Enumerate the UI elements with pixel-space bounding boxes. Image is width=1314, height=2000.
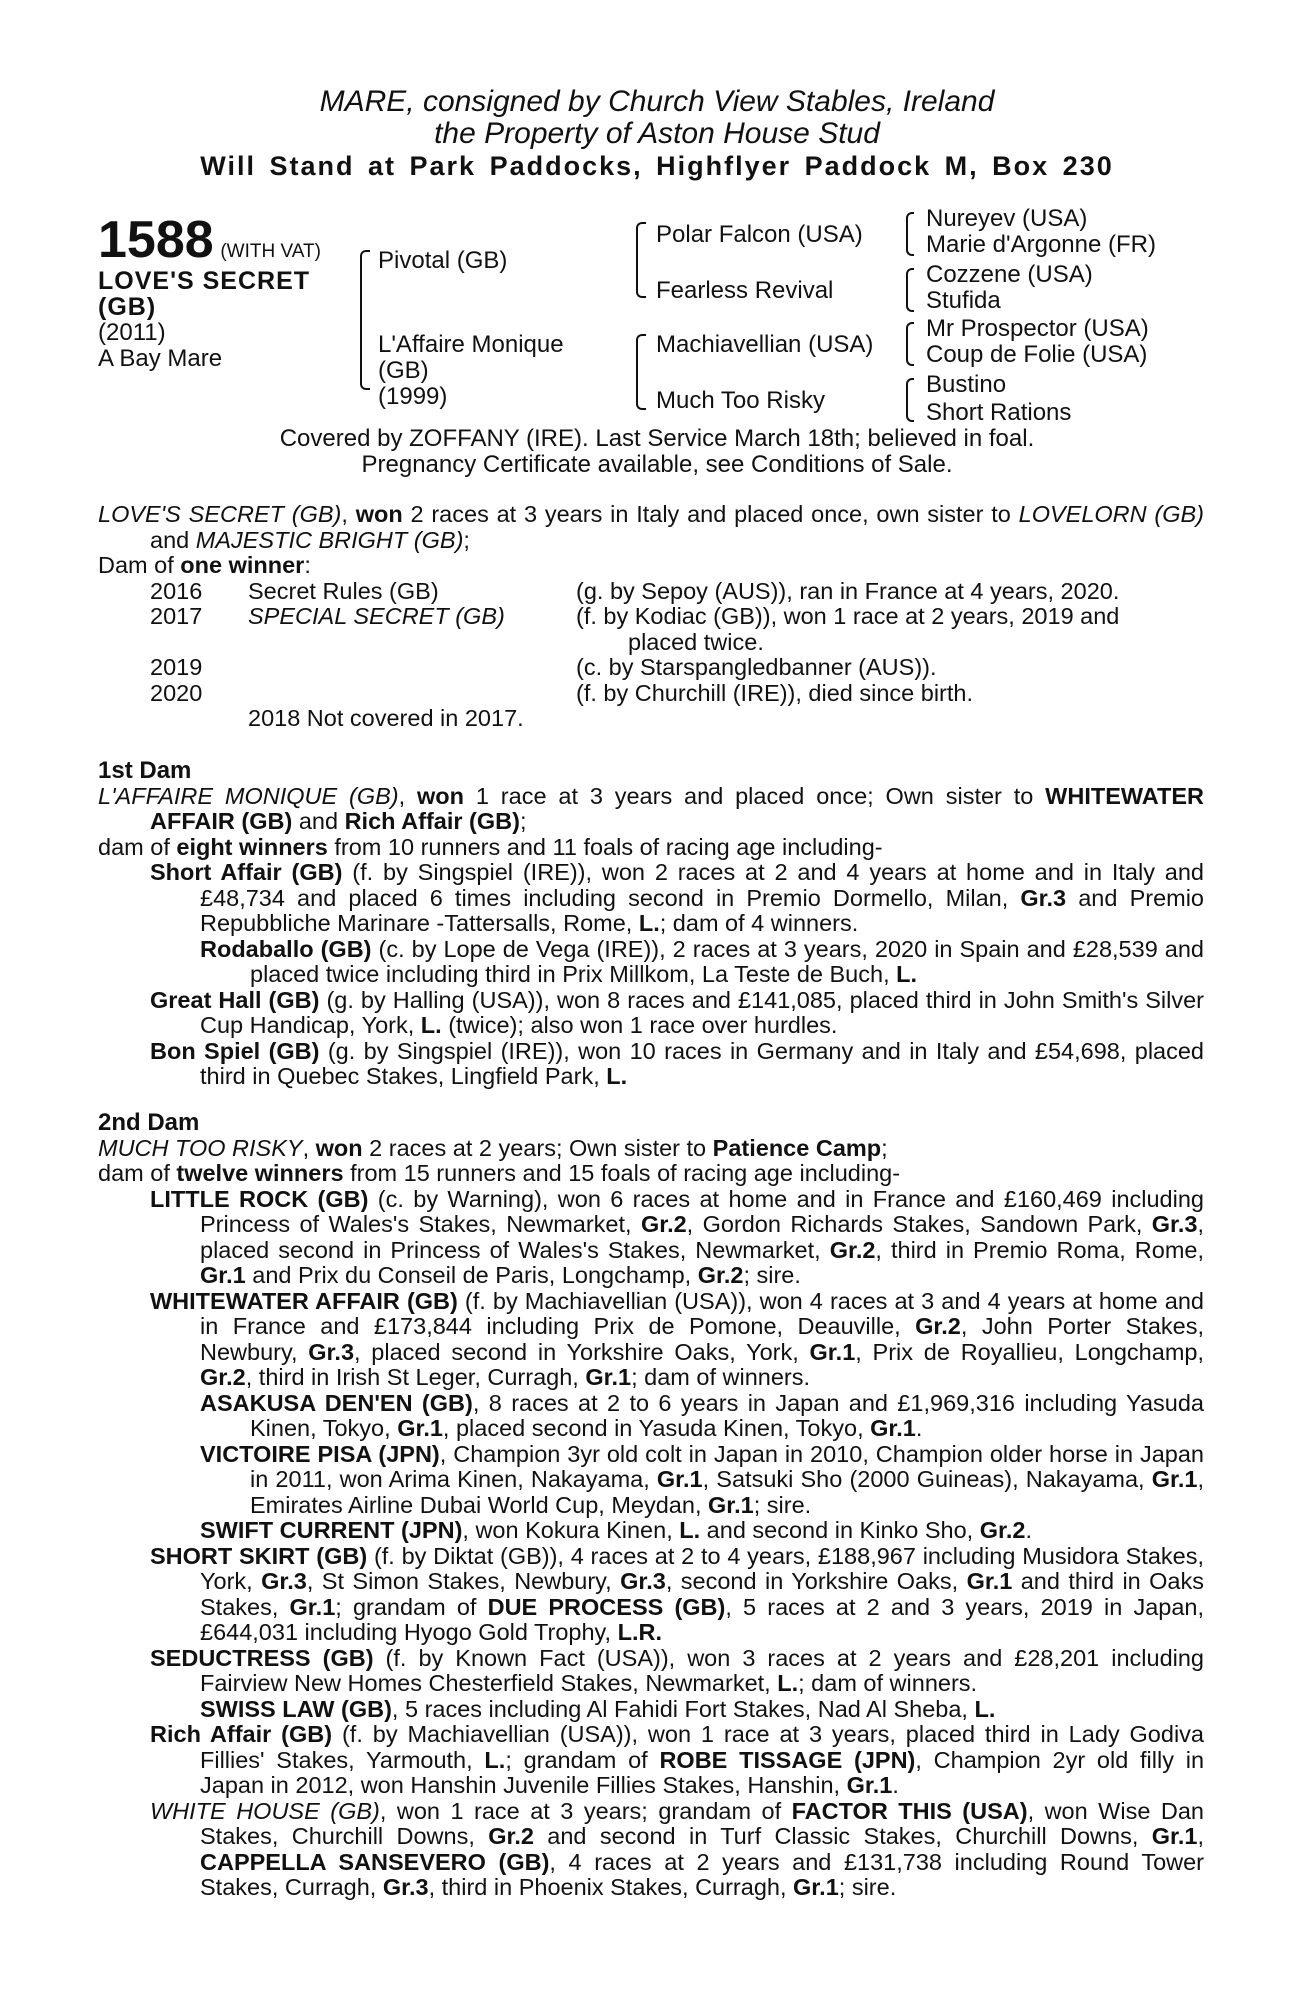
second-dam-foal: Rich Affair (GB) (f. by Machiavellian (USA)), won 1 race at 3 years, placed third in Lady Godiva Fillies' Stakes, Yarmouth, L.; grandam of ROBE TISSAGE (JPN), Champion 2yr old filly in Japan in 2012, won Hanshin Juvenile Fillies Stakes, Hanshin, Gr.1. <box>150 1721 1205 1798</box>
pedigree-dam-country: (GB) <box>378 357 429 384</box>
covering-note: Covered by ZOFFANY (IRE). Last Service March 18th; believed in foal. <box>279 425 1035 452</box>
pedigree-brace-g4 <box>906 378 914 422</box>
second-dam-foal: LITTLE ROCK (GB) (c. by Warning), won 6 races at home and in France and £160,469 including Princess of Wales's Stakes, Newmarket, Gr.2, Gordon Richards Stakes, Sandown Park, Gr.3, placed second in Princess of Wales's Stakes, Newmarket, Gr.2, third in Premio Roma, Rome, Gr.1 and Prix du Conseil de Paris, Longchamp, Gr.2; sire. <box>150 1185 1204 1288</box>
second-dam-foal: WHITEWATER AFFAIR (GB) (f. by Machiavellian (USA)), won 4 races at 3 and 4 years at home and in France and £173,844 including Prix de Pomone, Deauville, Gr.2, John Porter Stakes, Newbury, Gr.3, placed second in Yorkshire Oaks, York, Gr.1, Prix de Royallieu, Longchamp, Gr.2, third in Irish St Leger, Curragh, Gr.1; dam of winners. <box>150 1287 1204 1390</box>
first-dam-section <box>98 758 1204 1090</box>
second-dam-grandfoal: SWISS LAW (GB), 5 races including Al Fahidi Fort Stakes, Nad Al Sheba, L. <box>200 1695 996 1722</box>
vat-note: (WITH VAT) <box>220 241 321 262</box>
pedigree-brace-g3 <box>906 322 914 366</box>
first-dam-grandfoal: Rodaballo (GB) (c. by Lope de Vega (IRE)), 2 races at 3 years, 2020 in Spain and £28,539 and placed twice including third in Prix Millkom, La Teste de Buch, L. <box>200 935 1204 987</box>
stand-line: Will Stand at Park Paddocks, Highflyer Paddock M, Box 230 <box>200 151 1114 181</box>
first-dam-record: dam of eight winners from 10 runners and 11 foals of racing age including- <box>98 833 883 860</box>
produce-row-cont: placed twice. <box>628 628 764 655</box>
pedigree-dam-name: L'Affaire Monique <box>378 331 564 358</box>
first-dam-heading: 1st Dam <box>98 757 192 784</box>
mare-paragraph: LOVE'S SECRET (GB), won 2 races at 3 years in Italy and placed once, own sister to LOVELORN (GB) and MAJESTIC BRIGHT (GB); <box>98 501 1205 553</box>
lot-number: 1588 <box>98 211 214 269</box>
first-dam-foal: Short Affair (GB) (f. by Singspiel (IRE)), won 2 races at 2 and 4 years at home and in Italy and £48,734 and placed 6 times including second in Premio Dormello, Milan, Gr.3 and Premio Repubbliche Marinare -Tattersalls, Rome, L.; dam of 4 winners. <box>150 859 1204 936</box>
property-line: the Property of Aston House Stud <box>434 117 880 150</box>
horse-year: (2011) <box>98 319 166 346</box>
second-dam-record: dam of twelve winners from 15 runners and 15 foals of racing age including- <box>98 1160 901 1186</box>
pedigree-brace-g1 <box>906 212 914 256</box>
pedigree-sire-dam: Fearless Revival <box>656 277 834 304</box>
produce-row: 2019 (c. by Starspangledbanner (AUS)). <box>150 654 937 680</box>
pedigree-gg5: Mr Prospector (USA) <box>926 315 1149 342</box>
not-covered-note: 2018 Not covered in 2017. <box>248 705 524 731</box>
second-dam-paragraph: MUCH TOO RISKY, won 2 races at 2 years; Own sister to Patience Camp; <box>98 1134 888 1161</box>
second-dam-grandfoal: SWIFT CURRENT (JPN), won Kokura Kinen, L. and second in Kinko Sho, Gr.2. <box>200 1517 1033 1543</box>
pedigree-brace-sire <box>636 222 646 298</box>
produce-row: 2017 SPECIAL SECRET (GB) (f. by Kodiac (GB)), won 1 race at 2 years, 2019 and <box>150 603 1120 629</box>
pedigree-gg4: Stufida <box>926 287 1001 314</box>
pedigree-brace-dam <box>636 334 646 410</box>
pedigree-gg6: Coup de Folie (USA) <box>926 341 1148 368</box>
pedigree-dam-dam: Much Too Risky <box>656 387 825 414</box>
horse-country: (GB) <box>98 293 157 321</box>
pregnancy-note: Pregnancy Certificate available, see Conditions of Sale. <box>361 451 953 478</box>
second-dam-foal: SHORT SKIRT (GB) (f. by Diktat (GB)), 4 races at 2 to 4 years, £188,967 including Musidora Stakes, York, Gr.3, St Simon Stakes, Newbury, Gr.3, second in Yorkshire Oaks, Gr.1 and third in Oaks Stakes, Gr.1; grandam of DUE PROCESS (GB), 5 races at 2 and 3 years, 2019 in Japan, £644,031 including Hyogo Gold Trophy, L.R. <box>150 1542 1205 1645</box>
pedigree-gg1: Nureyev (USA) <box>926 205 1088 232</box>
second-dam-section <box>98 1110 1204 1901</box>
first-dam-foal: Bon Spiel (GB) (g. by Singspiel (IRE)), won 10 races in Germany and in Italy and £54,698, placed third in Quebec Stakes, Lingfield Park, L. <box>150 1037 1205 1089</box>
second-dam-grandfoal: ASAKUSA DEN'EN (GB), 8 races at 2 to 6 years in Japan and £1,969,316 including Yasuda Kinen, Tokyo, Gr.1, placed second in Yasuda Kinen, Tokyo, Gr.1. <box>200 1389 1205 1441</box>
second-dam-foal: WHITE HOUSE (GB), won 1 race at 3 years; grandam of FACTOR THIS (USA), won Wise Dan Stakes, Churchill Downs, Gr.2 and second in Turf Classic Stakes, Churchill Downs, Gr.1, CAPPELLA SANSEVERO (GB), 4 races at 2 years and £131,738 including Round Tower Stakes, Curragh, Gr.3, third in Phoenix Stakes, Curragh, Gr.1; sire. <box>150 1797 1205 1900</box>
pedigree-gg8: Short Rations <box>926 399 1072 426</box>
pedigree-gg7: Bustino <box>926 371 1007 398</box>
pedigree-sire: Pivotal (GB) <box>378 247 508 274</box>
pedigree-dam-sire: Machiavellian (USA) <box>656 331 874 358</box>
second-dam-foal: SEDUCTRESS (GB) (f. by Known Fact (USA)), won 3 races at 2 years and £28,201 including Fairview New Homes Chesterfield Stakes, Newmarket, L.; dam of winners. <box>150 1644 1204 1696</box>
pedigree-brace-g2 <box>906 268 914 312</box>
consignor-line: MARE, consigned by Church View Stables, Ireland <box>319 85 995 118</box>
mare-section <box>98 502 1204 732</box>
pedigree-sire-sire: Polar Falcon (USA) <box>656 221 863 248</box>
horse-name: LOVE'S SECRET <box>98 267 311 295</box>
second-dam-heading: 2nd Dam <box>98 1109 200 1136</box>
second-dam-grandfoal: VICTOIRE PISA (JPN), Champion 3yr old colt in Japan in 2010, Champion older horse in Japan in 2011, won Arima Kinen, Nakayama, Gr.1, Satsuki Sho (2000 Guineas), Nakayama, Gr.1, Emirates Airline Dubai World Cup, Meydan, Gr.1; sire. <box>200 1440 1204 1518</box>
lot-number-line <box>98 212 321 268</box>
pedigree-brace-main <box>360 250 370 390</box>
produce-row: 2020 (f. by Churchill (IRE)), died since birth. <box>150 679 974 706</box>
first-dam-paragraph: L'AFFAIRE MONIQUE (GB), won 1 race at 3 years and placed once; Own sister to WHITEWATER AFFAIR (GB) and Rich Affair (GB); <box>98 782 1204 834</box>
pedigree-gg3: Cozzene (USA) <box>926 261 1093 288</box>
pedigree-dam-year: (1999) <box>378 383 448 410</box>
dam-of-line: Dam of one winner: <box>98 552 311 578</box>
produce-row: 2016 Secret Rules (GB) (g. by Sepoy (AUS)), ran in France at 4 years, 2020. <box>150 577 1120 604</box>
pedigree-gg2: Marie d'Argonne (FR) <box>926 231 1156 258</box>
horse-description: A Bay Mare <box>98 345 223 372</box>
first-dam-foal: Great Hall (GB) (g. by Halling (USA)), won 8 races and £141,085, placed third in John Smith's Silver Cup Handicap, York, L. (twice); also won 1 race over hurdles. <box>150 986 1204 1038</box>
